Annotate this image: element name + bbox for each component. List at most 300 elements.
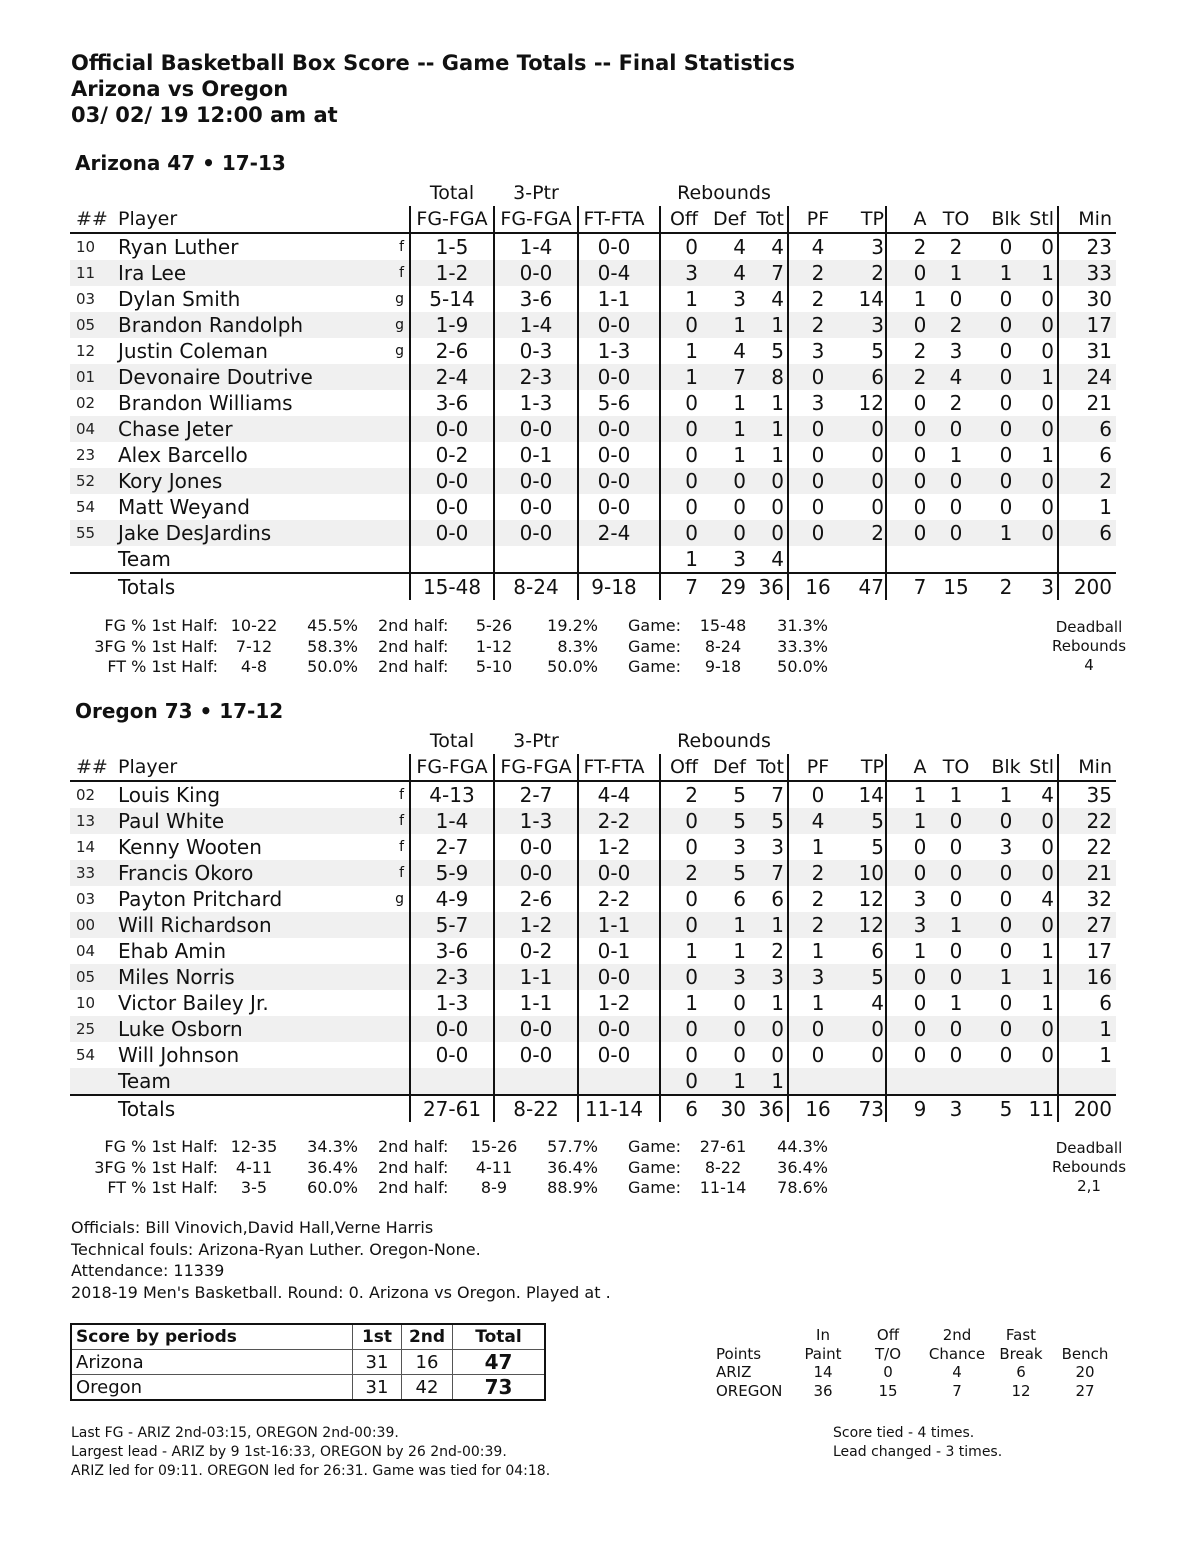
pct-label: FG % 1st Half: [104, 1137, 218, 1156]
player-def: 1 [733, 391, 746, 415]
player-name: Payton Pritchard [118, 887, 283, 911]
player-num: 52 [76, 472, 96, 490]
player-to: 4 [949, 365, 963, 389]
player-blk: 0 [999, 365, 1013, 389]
pct-gp: 44.3% [777, 1137, 828, 1156]
group-3ptr-header: 3-Ptr [513, 730, 559, 752]
player-a: 0 [913, 495, 927, 519]
player-def: 0 [733, 521, 746, 545]
player-pf: 3 [811, 965, 825, 989]
player-min: 1 [1099, 495, 1112, 519]
player-off: 1 [685, 547, 698, 571]
player-ft: 0-0 [597, 313, 631, 337]
player-tp: 0 [871, 495, 884, 519]
player-tot: 1 [771, 991, 784, 1015]
player-num: 10 [76, 994, 96, 1012]
player-fg: 2-3 [435, 965, 469, 989]
player-fg3: 0-0 [519, 521, 553, 545]
player-name: Paul White [118, 809, 225, 833]
player-pf: 3 [811, 339, 825, 363]
player-min: 6 [1099, 417, 1112, 441]
player-blk: 1 [999, 261, 1013, 285]
player-pf: 1 [811, 835, 825, 859]
player-row [70, 808, 1116, 834]
player-blk: 0 [999, 443, 1013, 467]
pct-h1: 4-8 [240, 657, 268, 676]
player-fg3: 0-0 [519, 495, 553, 519]
totals-label: Totals [118, 1097, 176, 1121]
player-tp: 5 [871, 809, 884, 833]
player-pf: 2 [811, 913, 825, 937]
player-fg3: 1-4 [519, 235, 553, 259]
player-fg3: 2-6 [519, 887, 553, 911]
score-tied: Score tied - 4 times. [833, 1425, 975, 1441]
team-row [70, 546, 1116, 572]
player-fg: 1-2 [435, 261, 469, 285]
totals-ft: 11-14 [584, 1097, 644, 1121]
player-name: Alex Barcello [118, 443, 248, 467]
player-to: 0 [949, 287, 963, 311]
player-num: 25 [76, 1020, 96, 1038]
player-a: 0 [913, 417, 927, 441]
lead-changed: Lead changed - 3 times. [833, 1444, 1003, 1460]
totals-a: 9 [913, 1097, 927, 1121]
player-fg: 1-4 [435, 809, 469, 833]
player-ft: 2-2 [597, 887, 631, 911]
player-def: 3 [733, 965, 746, 989]
player-to: 0 [949, 887, 963, 911]
player-pos [388, 494, 404, 520]
player-pf [800, 1068, 836, 1094]
player-min: 31 [1086, 339, 1112, 363]
last-fg: Last FG - ARIZ 2nd-03:15, OREGON 2nd-00:39. [71, 1425, 399, 1441]
player-a: 2 [913, 365, 927, 389]
player-tot: 7 [771, 861, 784, 885]
player-name: Ryan Luther [118, 235, 239, 259]
player-fg: 3-6 [435, 391, 469, 415]
player-fg: 1-9 [435, 313, 469, 337]
player-to: 0 [949, 469, 963, 493]
totals-pf: 16 [805, 1097, 831, 1121]
pct-glabel: Game: [628, 657, 682, 676]
player-name: Team [118, 547, 171, 571]
pct-gp: 31.3% [777, 616, 828, 635]
player-to: 0 [949, 809, 963, 833]
player-num: 13 [76, 812, 96, 830]
player-tp: 0 [871, 443, 884, 467]
player-min: 35 [1086, 783, 1112, 807]
player-to: 0 [949, 965, 963, 989]
player-tp: 0 [871, 417, 884, 441]
player-pf: 2 [811, 287, 825, 311]
pct-h1: 3-5 [240, 1178, 268, 1197]
player-blk: 1 [999, 783, 1013, 807]
player-a: 0 [913, 1017, 927, 1041]
player-pos [388, 520, 404, 546]
player-row [70, 260, 1116, 286]
player-off: 0 [685, 391, 698, 415]
player-row [70, 442, 1116, 468]
column-header-tp: TP [860, 756, 884, 778]
pct-label: FG % 1st Half: [104, 616, 218, 635]
totals-min: 200 [1073, 575, 1112, 599]
pct-h2: 15-26 [470, 1137, 518, 1156]
group-3ptr-header: 3-Ptr [513, 182, 559, 204]
player-tp: 4 [871, 991, 884, 1015]
player-def: 3 [733, 547, 746, 571]
player-stl: 0 [1041, 495, 1054, 519]
player-pos [388, 1016, 404, 1042]
player-to: 1 [949, 261, 963, 285]
player-fg3: 1-4 [519, 313, 553, 337]
column-header-num: ## [76, 756, 108, 778]
player-pf: 0 [811, 443, 825, 467]
totals-fg: 15-48 [422, 575, 482, 599]
column-header-ft: FT-FTA [583, 208, 645, 230]
player-stl: 4 [1041, 783, 1054, 807]
column-divider [659, 754, 661, 1122]
column-divider [493, 206, 495, 600]
player-stl: 0 [1041, 861, 1054, 885]
player-pf: 0 [811, 1017, 825, 1041]
player-a: 0 [913, 1043, 927, 1067]
player-num: 54 [76, 1046, 96, 1064]
player-pf: 2 [811, 861, 825, 885]
player-off: 0 [685, 469, 698, 493]
player-num: 03 [76, 290, 96, 308]
player-stl: 1 [1041, 443, 1054, 467]
player-off: 0 [685, 443, 698, 467]
pct-gp: 50.0% [777, 657, 828, 676]
team-heading-arizona: Arizona 47 • 17-13 [75, 151, 286, 175]
player-blk: 0 [999, 1017, 1013, 1041]
totals-off: 7 [685, 575, 698, 599]
player-ft: 0-0 [597, 965, 631, 989]
player-tot: 3 [771, 965, 784, 989]
pct-row [70, 637, 870, 658]
shooting-pct-oregon [70, 1137, 870, 1199]
player-off: 1 [685, 339, 698, 363]
player-tot: 7 [771, 261, 784, 285]
player-fg3 [494, 546, 578, 572]
player-off: 2 [685, 861, 698, 885]
totals-tp: 47 [858, 575, 884, 599]
attendance: Attendance: 11339 [71, 1261, 225, 1280]
player-tp: 12 [858, 391, 884, 415]
player-tp [844, 546, 884, 572]
player-fg: 0-0 [435, 521, 469, 545]
player-ft: 0-0 [597, 235, 631, 259]
pct-h2label: 2nd half: [378, 657, 449, 676]
pct-g: 27-61 [699, 1137, 747, 1156]
player-fg: 3-6 [435, 939, 469, 963]
player-tot: 1 [771, 417, 784, 441]
column-header-min: Min [1078, 756, 1112, 778]
player-fg: 5-7 [435, 913, 469, 937]
player-ft [578, 1068, 650, 1094]
pct-h1p: 60.0% [307, 1178, 358, 1197]
season-info: 2018-19 Men's Basketball. Round: 0. Arizona vs Oregon. Played at . [71, 1282, 611, 1302]
player-blk: 0 [999, 391, 1013, 415]
player-row [70, 912, 1116, 938]
player-pos [388, 442, 404, 468]
player-off: 0 [685, 417, 698, 441]
player-off: 0 [685, 235, 698, 259]
player-fg: 2-7 [435, 835, 469, 859]
player-name: Team [118, 1069, 171, 1093]
player-a: 0 [913, 261, 927, 285]
player-off: 0 [685, 1017, 698, 1041]
player-name: Jake DesJardins [118, 521, 272, 545]
player-fg3: 2-3 [519, 365, 553, 389]
player-fg: 1-3 [435, 991, 469, 1015]
column-divider [787, 754, 789, 1122]
column-header-blk: Blk [991, 756, 1021, 778]
totals-label: Totals [118, 575, 176, 599]
column-divider [1057, 754, 1059, 1122]
player-def: 0 [733, 1017, 746, 1041]
player-fg3: 0-0 [519, 417, 553, 441]
box-score-arizona [70, 180, 1116, 600]
player-ft: 2-2 [597, 809, 631, 833]
column-divider [659, 206, 661, 600]
player-a: 2 [913, 339, 927, 363]
player-stl: 1 [1041, 365, 1054, 389]
player-fg3: 0-3 [519, 339, 553, 363]
player-ft: 1-1 [597, 913, 631, 937]
date-line: 03/ 02/ 19 12:00 am at [71, 103, 338, 127]
player-off: 0 [685, 1043, 698, 1067]
player-tp: 14 [858, 287, 884, 311]
player-num: 54 [76, 498, 96, 516]
player-num: 23 [76, 446, 96, 464]
player-min: 32 [1086, 887, 1112, 911]
pct-row [70, 1178, 870, 1199]
player-row [70, 286, 1116, 312]
player-name: Brandon Randolph [118, 313, 304, 337]
column-header-fg: FG-FGA [416, 756, 488, 778]
player-blk: 0 [999, 469, 1013, 493]
column-header [70, 754, 1116, 782]
player-tot: 0 [771, 495, 784, 519]
player-fg: 1-5 [435, 235, 469, 259]
player-to: 0 [949, 521, 963, 545]
column-header-stl: Stl [1029, 756, 1054, 778]
player-fg3: 0-0 [519, 469, 553, 493]
column-divider [1057, 206, 1059, 600]
player-name: Victor Bailey Jr. [118, 991, 269, 1015]
totals-off: 6 [685, 1097, 698, 1121]
player-off: 1 [685, 365, 698, 389]
column-header-tot: Tot [756, 208, 784, 230]
player-off: 0 [685, 835, 698, 859]
player-row [70, 416, 1116, 442]
pct-h1: 7-12 [235, 636, 273, 656]
player-fg3: 0-1 [519, 443, 553, 467]
periods-row-oregon: Oregon 31 42 73 [71, 1375, 545, 1401]
player-min: 27 [1086, 913, 1112, 937]
player-tp: 14 [858, 783, 884, 807]
column-header-def: Def [712, 756, 746, 778]
player-stl: 0 [1041, 521, 1054, 545]
column-divider [885, 754, 887, 1122]
pct-glabel: Game: [628, 1157, 682, 1177]
player-num: 03 [76, 890, 96, 908]
ties-and-lead-changes [833, 1424, 1002, 1462]
player-tp: 6 [871, 365, 884, 389]
player-tot: 6 [771, 887, 784, 911]
column-divider [577, 206, 579, 600]
deadball-rebounds-oregon: Deadball Rebounds 2,1 [1029, 1139, 1149, 1196]
player-stl: 0 [1041, 235, 1054, 259]
pct-h2: 5-26 [475, 616, 513, 635]
totals-tp: 73 [858, 1097, 884, 1121]
player-ft: 0-0 [597, 1043, 631, 1067]
player-pos: g [395, 291, 404, 307]
player-pf: 0 [811, 1043, 825, 1067]
pct-label: FT % 1st Half: [107, 657, 218, 676]
player-a: 0 [913, 521, 927, 545]
player-min: 2 [1099, 469, 1112, 493]
player-fg3 [494, 1068, 578, 1094]
player-name: Louis King [118, 783, 221, 807]
player-ft: 4-4 [597, 783, 631, 807]
player-pos [388, 546, 404, 572]
player-tot: 0 [771, 1017, 784, 1041]
player-row [70, 964, 1116, 990]
column-header-fg3: FG-FGA [500, 756, 572, 778]
player-min: 17 [1086, 313, 1112, 337]
totals-min: 200 [1073, 1097, 1112, 1121]
pct-g: 9-18 [704, 657, 742, 676]
player-fg3: 3-6 [519, 287, 553, 311]
player-stl: 0 [1041, 1043, 1054, 1067]
player-tp: 5 [871, 339, 884, 363]
player-pos [388, 964, 404, 990]
player-num: 55 [76, 524, 96, 542]
player-def: 1 [733, 913, 746, 937]
player-blk: 0 [999, 913, 1013, 937]
player-tp: 10 [858, 861, 884, 885]
player-ft: 5-6 [597, 391, 631, 415]
report-title [71, 50, 795, 128]
player-ft: 0-0 [597, 469, 631, 493]
player-fg3: 1-1 [519, 991, 553, 1015]
player-tp: 3 [871, 235, 884, 259]
pct-row [70, 1158, 870, 1179]
pct-h1p: 45.5% [307, 616, 358, 635]
pct-h1: 4-11 [235, 1157, 273, 1177]
player-row [70, 1016, 1116, 1042]
player-row [70, 990, 1116, 1016]
player-tp: 2 [871, 261, 884, 285]
totals-def: 30 [720, 1097, 746, 1121]
totals-def: 29 [720, 575, 746, 599]
column-divider [409, 206, 411, 600]
pct-g: 8-22 [704, 1157, 742, 1177]
player-blk: 0 [999, 939, 1013, 963]
player-a: 0 [913, 861, 927, 885]
column-divider [409, 754, 411, 1122]
player-def: 1 [733, 1069, 746, 1093]
totals-tot: 36 [758, 1097, 784, 1121]
player-name: Will Richardson [118, 913, 272, 937]
player-row [70, 860, 1116, 886]
player-pf: 0 [811, 783, 825, 807]
pct-h2p: 57.7% [547, 1137, 598, 1156]
totals-a: 7 [913, 575, 927, 599]
player-def: 5 [733, 809, 746, 833]
player-stl: 0 [1041, 313, 1054, 337]
player-fg: 2-4 [435, 365, 469, 389]
pct-h1: 10-22 [230, 616, 278, 635]
group-rebounds-header: Rebounds [677, 730, 771, 752]
pct-h2label: 2nd half: [378, 1178, 449, 1197]
player-off: 3 [685, 261, 698, 285]
column-header-ft: FT-FTA [583, 756, 645, 778]
pct-h1: 12-35 [230, 1137, 278, 1156]
player-def: 6 [733, 887, 746, 911]
column-divider [493, 754, 495, 1122]
player-blk: 0 [999, 887, 1013, 911]
totals-to: 15 [943, 575, 969, 599]
player-to: 0 [949, 495, 963, 519]
player-num: 12 [76, 342, 96, 360]
player-name: Devonaire Doutrive [118, 365, 313, 389]
player-tp: 0 [871, 1043, 884, 1067]
player-tp: 0 [871, 469, 884, 493]
player-stl: 1 [1041, 965, 1054, 989]
player-pos: g [395, 343, 404, 359]
time-led: ARIZ led for 09:11. OREGON led for 26:31. Game was tied for 04:18. [71, 1463, 551, 1479]
pct-gp: 33.3% [777, 636, 828, 656]
pct-h1p: 50.0% [307, 657, 358, 676]
technical-fouls: Technical fouls: Arizona-Ryan Luther. Oregon-None. [71, 1239, 481, 1259]
pct-h2p: 50.0% [547, 657, 598, 676]
player-blk: 0 [999, 809, 1013, 833]
player-to: 0 [949, 417, 963, 441]
player-row [70, 234, 1116, 260]
player-pf [800, 546, 836, 572]
totals-fg: 27-61 [422, 1097, 482, 1121]
player-min: 23 [1086, 235, 1112, 259]
column-header-off: Off [669, 756, 698, 778]
player-min: 16 [1086, 965, 1112, 989]
player-ft: 0-0 [597, 861, 631, 885]
group-rebounds-header: Rebounds [677, 182, 771, 204]
player-fg3: 0-0 [519, 835, 553, 859]
player-def: 0 [733, 469, 746, 493]
pct-g: 15-48 [699, 616, 747, 635]
player-off: 1 [685, 939, 698, 963]
player-to: 0 [949, 835, 963, 859]
column-header-min: Min [1078, 208, 1112, 230]
player-off: 0 [685, 965, 698, 989]
player-pf: 4 [811, 235, 825, 259]
pct-glabel: Game: [628, 1178, 682, 1197]
player-pf: 2 [811, 313, 825, 337]
player-row [70, 390, 1116, 416]
player-row [70, 834, 1116, 860]
player-min: 1 [1099, 1017, 1112, 1041]
pct-glabel: Game: [628, 1137, 682, 1156]
player-pos [388, 364, 404, 390]
totals-row [70, 1094, 1116, 1122]
player-def: 1 [733, 939, 746, 963]
periods-header-row: Score by periods 1st 2nd Total [71, 1324, 545, 1350]
player-tot: 5 [771, 809, 784, 833]
player-blk: 0 [999, 991, 1013, 1015]
